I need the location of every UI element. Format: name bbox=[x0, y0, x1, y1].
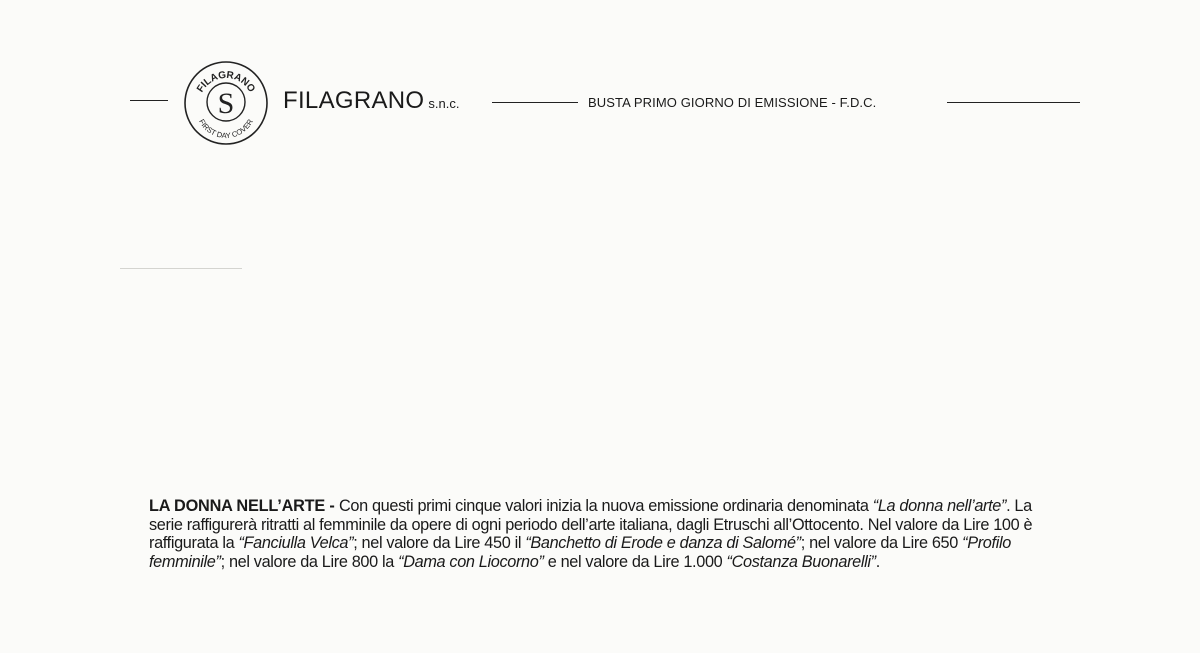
filagrano-seal-logo bbox=[183, 60, 269, 146]
header-rule-left bbox=[130, 100, 168, 101]
description-separator: - bbox=[325, 497, 339, 515]
stamp-title-italic: “Profilo femminile” bbox=[149, 534, 1011, 571]
description-text: ; nel valore da Lire 800 la bbox=[220, 552, 399, 571]
header-rule-middle bbox=[492, 102, 578, 103]
faint-paper-line bbox=[120, 268, 242, 269]
stamp-series-description bbox=[149, 497, 1049, 571]
stamp-title-italic: “Banchetto di Erode e danza di Salomé” bbox=[525, 534, 801, 553]
seal-letter: S bbox=[217, 87, 235, 120]
description-text: ; nel valore da Lire 450 il bbox=[353, 534, 526, 553]
brand-suffix: s.n.c. bbox=[428, 96, 460, 111]
cover-type-label: BUSTA PRIMO GIORNO DI EMISSIONE - F.D.C. bbox=[588, 95, 877, 110]
description-title: LA DONNA NELL’ARTE bbox=[149, 497, 326, 515]
description-text: ; nel valore da Lire 650 bbox=[800, 534, 963, 553]
brand-name bbox=[283, 87, 459, 115]
stamp-title-italic: “Dama con Liocorno” bbox=[398, 552, 544, 571]
stamp-title-italic: “Fanciulla Velca” bbox=[238, 534, 354, 553]
description-text: e nel valore da Lire 1.000 bbox=[543, 552, 727, 571]
seal-ring-bottom: FIRST DAY COVER bbox=[197, 117, 255, 141]
envelope-header bbox=[0, 60, 1200, 150]
stamp-title-italic: “Costanza Buonarelli” bbox=[726, 552, 876, 571]
seal-ring-top: FILAGRANO bbox=[195, 69, 257, 95]
description-text: . bbox=[875, 552, 880, 571]
description-text: Con questi primi cinque valori inizia la nuova emissione ordinaria denominata bbox=[338, 497, 873, 515]
brand-name-text: FILAGRANO bbox=[283, 87, 425, 114]
stamp-title-italic: “La donna nell’arte” bbox=[872, 497, 1007, 515]
description-text: . La serie raffigurerà ritratti al femminile da opere di ogni periodo dell’arte italiana, dagli Etruschi all’Ottocento. Nel valore da Lire 100 è raffigurata la bbox=[149, 497, 1033, 553]
header-rule-right bbox=[947, 102, 1080, 103]
